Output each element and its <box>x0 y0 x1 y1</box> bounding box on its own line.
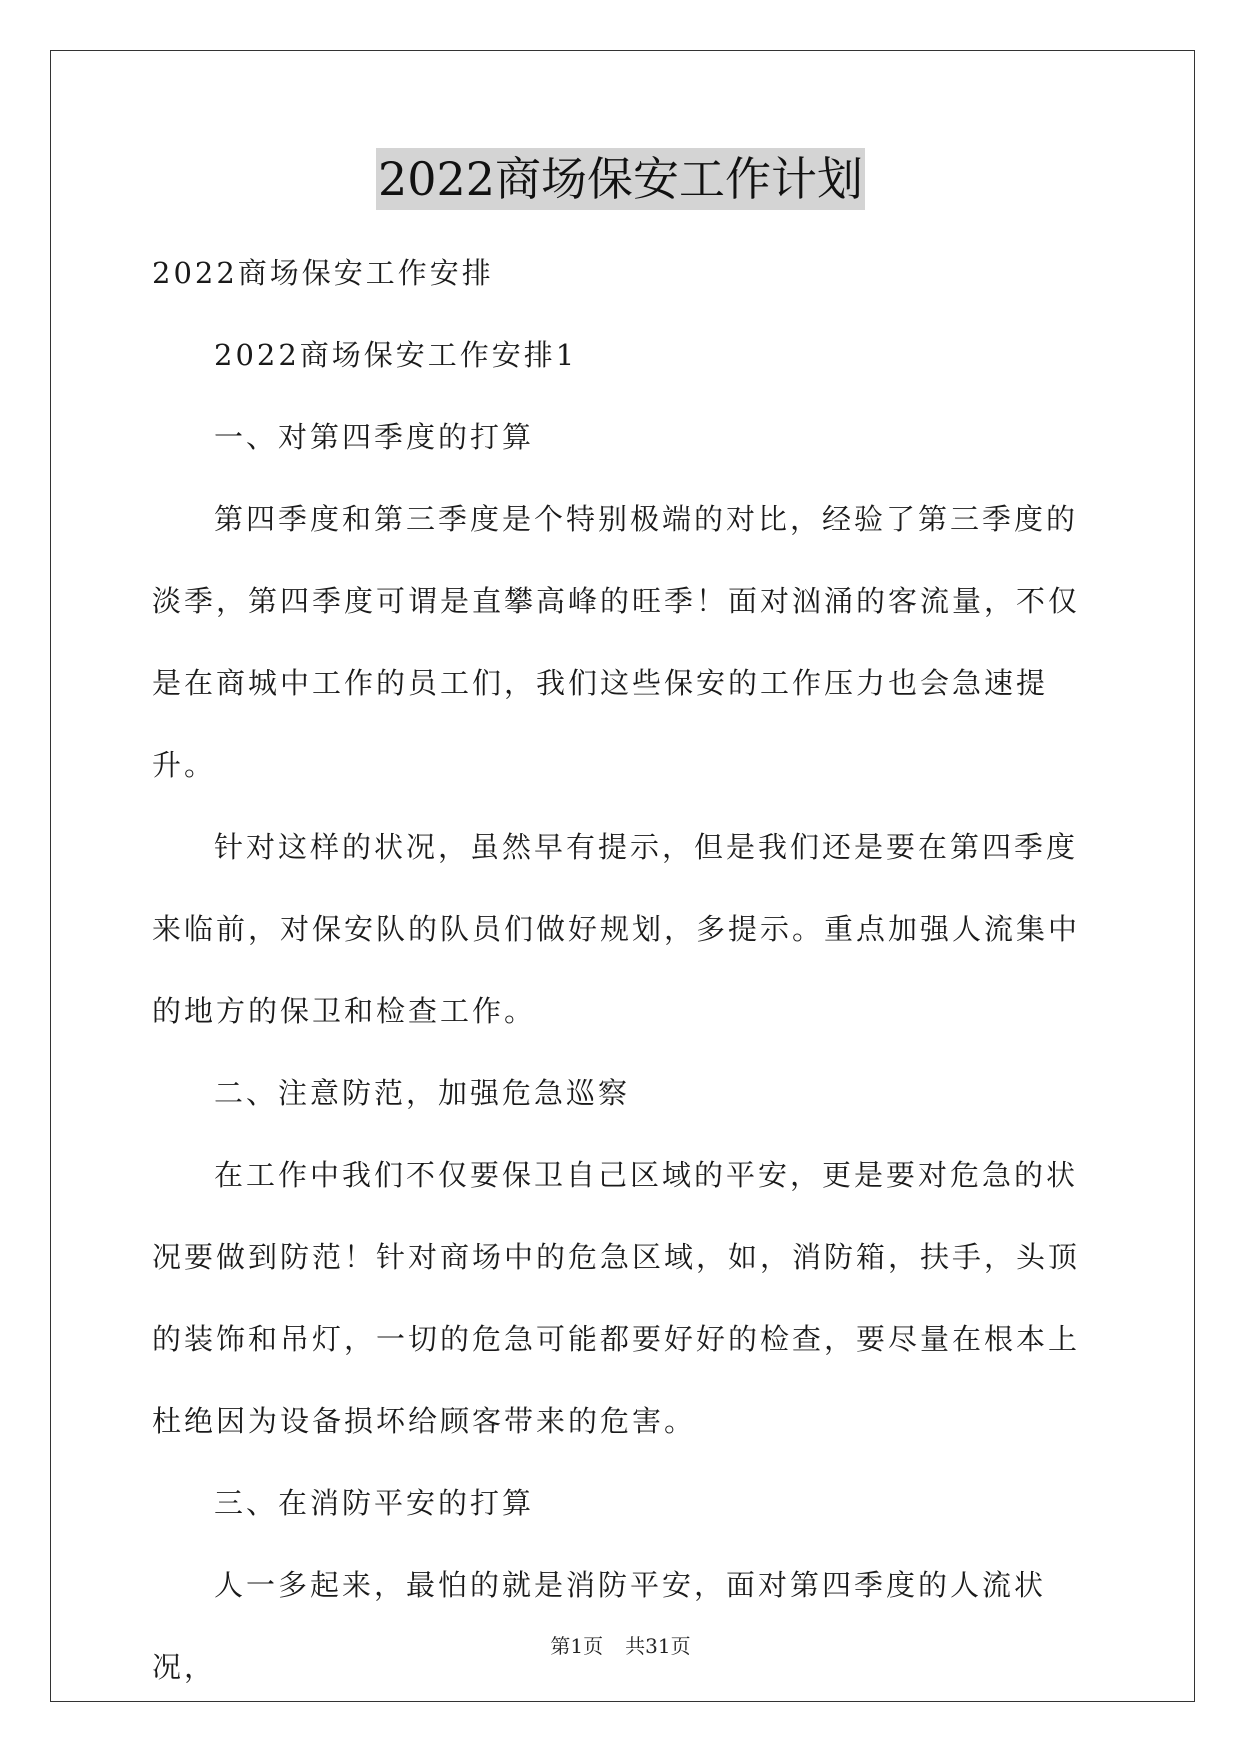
page-total: 共31页 <box>625 1634 691 1658</box>
body-paragraph: 第四季度和第三季度是个特别极端的对比，经验了第三季度的淡季，第四季度可谓是直攀高峰的旺季！面对汹涌的客流量，不仅是在商城中工作的员工们，我们这些保安的工作压力也会急速提升。 <box>152 502 1081 782</box>
section-heading: 三、在消防平安的打算 <box>214 1486 535 1520</box>
page-footer <box>0 1632 1241 1660</box>
title-container <box>0 148 1241 210</box>
body-paragraph: 人一多起来，最怕的就是消防平安，面对第四季度的人流状况， <box>152 1568 1047 1684</box>
body-paragraph: 在工作中我们不仅要保卫自己区域的平安，更是要对危急的状况要做到防范！针对商场中的危急区域，如，消防箱，扶手，头顶的装饰和吊灯，一切的危急可能都要好好的检查，要尽量在根本上杜绝因为设备损坏给顾客带来的危害。 <box>152 1158 1081 1438</box>
subtitle-paragraph: 2022商场保安工作安排 <box>152 256 494 290</box>
document-body <box>152 232 1092 1708</box>
section-heading: 二、注意防范，加强危急巡察 <box>214 1076 631 1110</box>
document-title: 2022商场保安工作计划 <box>376 148 865 210</box>
body-paragraph: 针对这样的状况，虽然早有提示，但是我们还是要在第四季度来临前，对保安队的队员们做好规划，多提示。重点加强人流集中的地方的保卫和检查工作。 <box>152 830 1081 1028</box>
section-heading: 2022商场保安工作安排1 <box>214 338 578 372</box>
section-heading: 一、对第四季度的打算 <box>214 420 535 454</box>
page-number: 第1页 <box>550 1634 604 1658</box>
